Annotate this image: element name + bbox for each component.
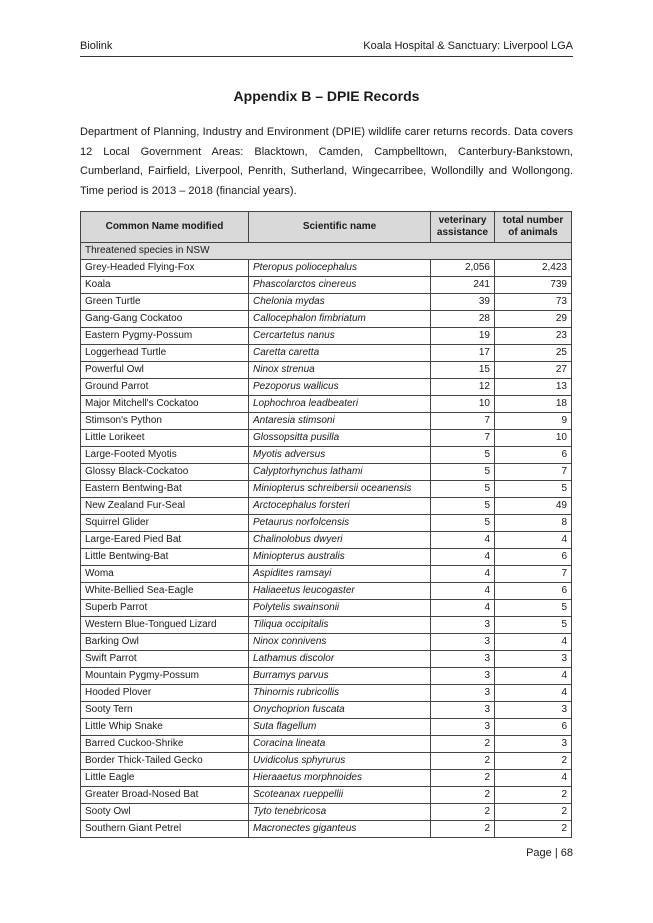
common-name-cell: Koala [81,277,249,294]
scientific-name-cell: Calyptorhynchus lathami [249,464,431,481]
intro-paragraph: Department of Planning, Industry and Environment (DPIE) wildlife carer returns records. Data covers 12 Local Government Areas: Blacktown, Camden, Campbelltown, Canterbury-Bankstown, Cumberland, Fairfield, Liverpool, Penrith, Sutherland, Wingecarribee, Wollondilly and Wollongong. Time period is 2013 – 2018 (financial years). [80,126,573,197]
common-name-cell: Little Whip Snake [81,719,249,736]
vet-assistance-cell: 3 [431,651,495,668]
vet-assistance-cell: 3 [431,685,495,702]
vet-assistance-cell: 15 [431,362,495,379]
total-animals-cell: 29 [495,311,572,328]
common-name-cell: Gang-Gang Cockatoo [81,311,249,328]
common-name-cell: Loggerhead Turtle [81,345,249,362]
scientific-name-cell: Aspidites ramsayi [249,566,431,583]
scientific-name-cell: Burramys parvus [249,668,431,685]
table-row [81,736,572,753]
vet-assistance-cell: 2,056 [431,260,495,277]
total-animals-cell: 4 [495,532,572,549]
table-row [81,498,572,515]
col-vet-assistance: veterinary assistance [431,212,495,243]
total-animals-cell: 5 [495,600,572,617]
total-animals-cell: 2 [495,787,572,804]
total-animals-cell: 3 [495,651,572,668]
table-row [81,549,572,566]
common-name-cell: Powerful Owl [81,362,249,379]
scientific-name-cell: Cercartetus nanus [249,328,431,345]
table-row [81,260,572,277]
common-name-cell: Squirrel Glider [81,515,249,532]
scientific-name-cell: Myotis adversus [249,447,431,464]
vet-assistance-cell: 2 [431,787,495,804]
total-animals-cell: 8 [495,515,572,532]
total-animals-cell: 10 [495,430,572,447]
vet-assistance-cell: 4 [431,600,495,617]
common-name-cell: Stimson's Python [81,413,249,430]
scientific-name-cell: Pezoporus wallicus [249,379,431,396]
scientific-name-cell: Suta flagellum [249,719,431,736]
vet-assistance-cell: 12 [431,379,495,396]
table-row [81,481,572,498]
page-number: Page | 68 [526,847,573,859]
common-name-cell: Little Lorikeet [81,430,249,447]
scientific-name-cell: Miniopterus australis [249,549,431,566]
common-name-cell: Glossy Black-Cockatoo [81,464,249,481]
table-row [81,600,572,617]
vet-assistance-cell: 4 [431,532,495,549]
total-animals-cell: 2,423 [495,260,572,277]
common-name-cell: Hooded Plover [81,685,249,702]
common-name-cell: Sooty Tern [81,702,249,719]
vet-assistance-cell: 3 [431,634,495,651]
total-animals-cell: 4 [495,668,572,685]
total-animals-cell: 13 [495,379,572,396]
total-animals-cell: 18 [495,396,572,413]
section-label: Threatened species in NSW [81,243,572,260]
vet-assistance-cell: 241 [431,277,495,294]
table-row [81,634,572,651]
scientific-name-cell: Miniopterus schreibersii oceanensis [249,481,431,498]
table-row [81,413,572,430]
table-row [81,583,572,600]
scientific-name-cell: Chelonia mydas [249,294,431,311]
total-animals-cell: 3 [495,736,572,753]
scientific-name-cell: Pteropus poliocephalus [249,260,431,277]
vet-assistance-cell: 2 [431,770,495,787]
common-name-cell: Barred Cuckoo-Shrike [81,736,249,753]
scientific-name-cell: Lophochroa leadbeateri [249,396,431,413]
total-animals-cell: 2 [495,804,572,821]
common-name-cell: Mountain Pygmy-Possum [81,668,249,685]
vet-assistance-cell: 4 [431,549,495,566]
scientific-name-cell: Ninox strenua [249,362,431,379]
scientific-name-cell: Phascolarctos cinereus [249,277,431,294]
common-name-cell: Grey-Headed Flying-Fox [81,260,249,277]
table-row [81,804,572,821]
common-name-cell: Western Blue-Tongued Lizard [81,617,249,634]
col-total-animals: total number of animals [495,212,572,243]
common-name-cell: White-Bellied Sea-Eagle [81,583,249,600]
table-row [81,328,572,345]
table-row [81,515,572,532]
vet-assistance-cell: 4 [431,583,495,600]
scientific-name-cell: Callocephalon fimbriatum [249,311,431,328]
vet-assistance-cell: 10 [431,396,495,413]
scientific-name-cell: Antaresia stimsoni [249,413,431,430]
vet-assistance-cell: 28 [431,311,495,328]
records-table [80,211,572,838]
total-animals-cell: 7 [495,566,572,583]
total-animals-cell: 5 [495,617,572,634]
table-row [81,430,572,447]
vet-assistance-cell: 19 [431,328,495,345]
common-name-cell: Major Mitchell's Cockatoo [81,396,249,413]
vet-assistance-cell: 3 [431,719,495,736]
vet-assistance-cell: 5 [431,447,495,464]
common-name-cell: Ground Parrot [81,379,249,396]
scientific-name-cell: Onychoprion fuscata [249,702,431,719]
table-row [81,787,572,804]
vet-assistance-cell: 5 [431,498,495,515]
total-animals-cell: 6 [495,549,572,566]
scientific-name-cell: Lathamus discolor [249,651,431,668]
total-animals-cell: 27 [495,362,572,379]
common-name-cell: Eastern Bentwing-Bat [81,481,249,498]
total-animals-cell: 9 [495,413,572,430]
total-animals-cell: 4 [495,685,572,702]
common-name-cell: New Zealand Fur-Seal [81,498,249,515]
vet-assistance-cell: 3 [431,617,495,634]
table-row [81,770,572,787]
table-row [81,379,572,396]
scientific-name-cell: Glossopsitta pusilla [249,430,431,447]
total-animals-cell: 6 [495,583,572,600]
total-animals-cell: 2 [495,753,572,770]
header-right: Koala Hospital & Sanctuary: Liverpool LGA [363,40,573,52]
scientific-name-cell: Thinornis rubricollis [249,685,431,702]
scientific-name-cell: Ninox connivens [249,634,431,651]
scientific-name-cell: Haliaeetus leucogaster [249,583,431,600]
total-animals-cell: 73 [495,294,572,311]
table-row [81,668,572,685]
common-name-cell: Little Eagle [81,770,249,787]
table-row [81,566,572,583]
table-row [81,685,572,702]
common-name-cell: Barking Owl [81,634,249,651]
scientific-name-cell: Hieraaetus morphnoides [249,770,431,787]
vet-assistance-cell: 5 [431,515,495,532]
total-animals-cell: 7 [495,464,572,481]
page-title: Appendix B – DPIE Records [233,88,420,104]
vet-assistance-cell: 5 [431,464,495,481]
table-row [81,362,572,379]
common-name-cell: Southern Giant Petrel [81,821,249,838]
table-row [81,345,572,362]
common-name-cell: Greater Broad-Nosed Bat [81,787,249,804]
vet-assistance-cell: 2 [431,753,495,770]
vet-assistance-cell: 2 [431,804,495,821]
total-animals-cell: 5 [495,481,572,498]
table-row [81,311,572,328]
total-animals-cell: 2 [495,821,572,838]
table-row [81,464,572,481]
common-name-cell: Green Turtle [81,294,249,311]
table-row [81,396,572,413]
vet-assistance-cell: 5 [431,481,495,498]
scientific-name-cell: Scoteanax rueppellii [249,787,431,804]
vet-assistance-cell: 7 [431,413,495,430]
scientific-name-cell: Polytelis swainsonii [249,600,431,617]
vet-assistance-cell: 4 [431,566,495,583]
vet-assistance-cell: 3 [431,668,495,685]
total-animals-cell: 49 [495,498,572,515]
total-animals-cell: 6 [495,447,572,464]
table-row [81,651,572,668]
vet-assistance-cell: 2 [431,821,495,838]
vet-assistance-cell: 17 [431,345,495,362]
header-left: Biolink [80,40,113,52]
table-row [81,447,572,464]
section-row [81,243,572,260]
running-header [80,40,573,57]
col-scientific-name: Scientific name [249,212,431,243]
scientific-name-cell: Coracina lineata [249,736,431,753]
total-animals-cell: 739 [495,277,572,294]
scientific-name-cell: Petaurus norfolcensis [249,515,431,532]
table-row [81,753,572,770]
common-name-cell: Eastern Pygmy-Possum [81,328,249,345]
scientific-name-cell: Chalinolobus dwyeri [249,532,431,549]
vet-assistance-cell: 3 [431,702,495,719]
total-animals-cell: 6 [495,719,572,736]
table-row [81,821,572,838]
vet-assistance-cell: 7 [431,430,495,447]
vet-assistance-cell: 2 [431,736,495,753]
total-animals-cell: 4 [495,770,572,787]
table-row [81,532,572,549]
table-row [81,277,572,294]
total-animals-cell: 25 [495,345,572,362]
table-row [81,294,572,311]
common-name-cell: Border Thick-Tailed Gecko [81,753,249,770]
table-row [81,617,572,634]
common-name-cell: Woma [81,566,249,583]
vet-assistance-cell: 39 [431,294,495,311]
table-row [81,702,572,719]
col-common-name: Common Name modified [81,212,249,243]
common-name-cell: Little Bentwing-Bat [81,549,249,566]
scientific-name-cell: Arctocephalus forsteri [249,498,431,515]
table-row [81,719,572,736]
scientific-name-cell: Tyto tenebricosa [249,804,431,821]
scientific-name-cell: Caretta caretta [249,345,431,362]
total-animals-cell: 4 [495,634,572,651]
common-name-cell: Superb Parrot [81,600,249,617]
common-name-cell: Large-Eared Pied Bat [81,532,249,549]
total-animals-cell: 3 [495,702,572,719]
common-name-cell: Large-Footed Myotis [81,447,249,464]
common-name-cell: Sooty Owl [81,804,249,821]
table-header-row [81,212,572,243]
scientific-name-cell: Uvidicolus sphyrurus [249,753,431,770]
scientific-name-cell: Macronectes giganteus [249,821,431,838]
scientific-name-cell: Tiliqua occipitalis [249,617,431,634]
total-animals-cell: 23 [495,328,572,345]
common-name-cell: Swift Parrot [81,651,249,668]
